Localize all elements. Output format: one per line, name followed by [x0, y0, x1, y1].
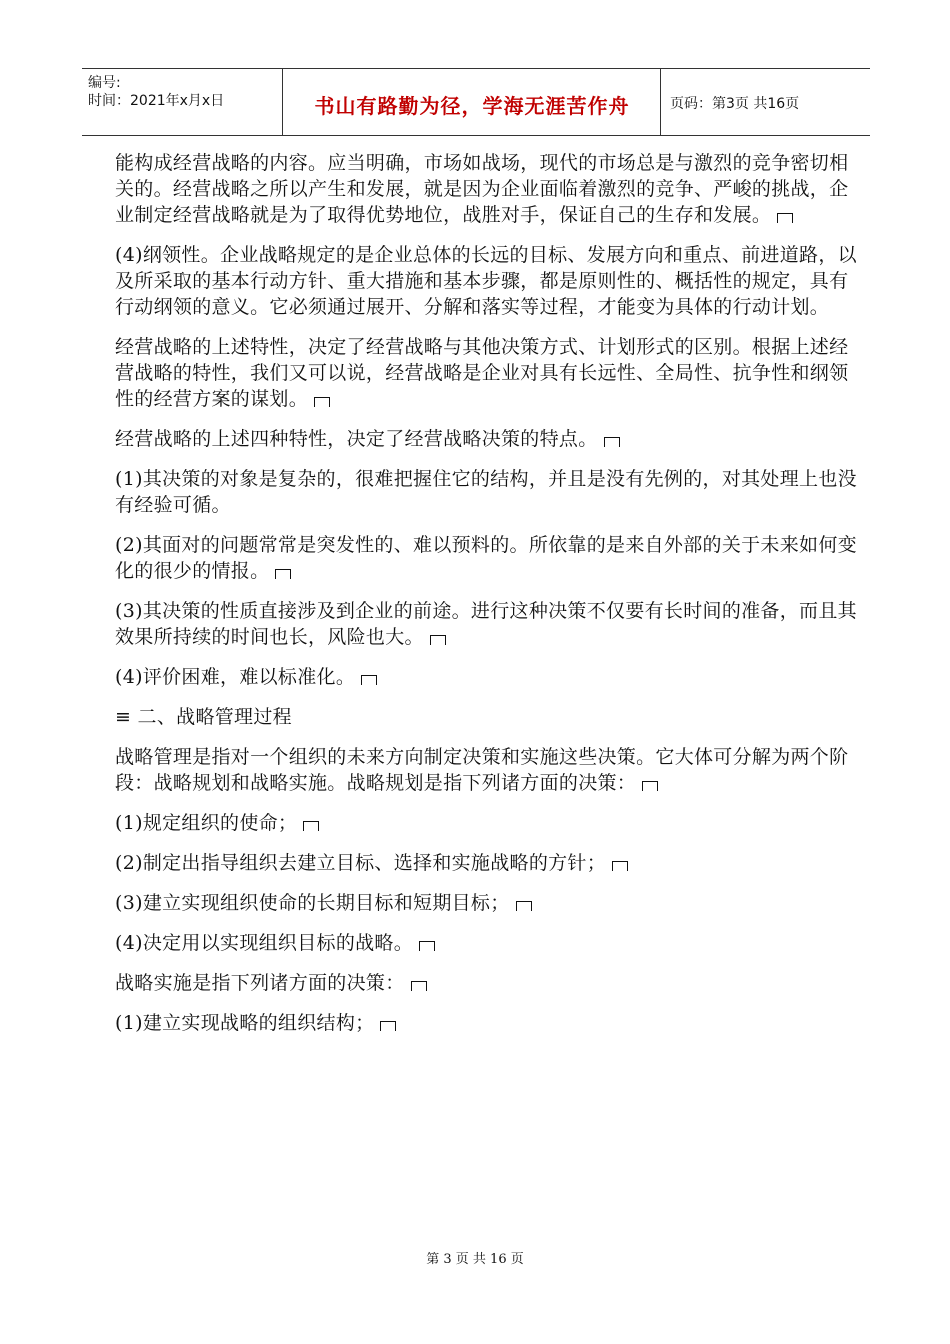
- paragraph: [115, 1010, 860, 1036]
- header-bottom-rule: [82, 135, 870, 136]
- paragraph-mark-icon: [314, 397, 330, 407]
- paragraph: [115, 664, 860, 690]
- paragraph-mark-icon: [361, 675, 377, 685]
- paragraph-text: (4)纲领性。企业战略规定的是企业总体的长远的目标、发展方向和重点、前进道路，以及所采取的基本行动方针、重大措施和基本步骤，都是原则性的、概括性的规定，具有行动纲领的意义。它必须通过展开、分解和落实等过程，才能变为具体的行动计划。: [115, 244, 857, 318]
- paragraph-text: (3)建立实现组织使命的长期目标和短期目标；: [115, 892, 510, 914]
- paragraph-text: (2)制定出指导组织去建立目标、选择和实施战略的方针；: [115, 852, 607, 874]
- paragraph-mark-icon: [612, 861, 628, 871]
- paragraph: [115, 150, 860, 228]
- paragraph-text: (1)其决策的对象是复杂的，很难把握住它的结构，并且是没有先例的，对其处理上也没有经验可循。: [115, 468, 857, 516]
- paragraph-text: 能构成经营战略的内容。应当明确，市场如战场，现代的市场总是与激烈的竞争密切相关的。经营战略之所以产生和发展，就是因为企业面临着激烈的竞争、严峻的挑战，企业制定经营战略就是为了取得优势地位，战胜对手，保证自己的生存和发展。: [115, 152, 849, 226]
- document-time-label: 时间：2021年x月x日: [88, 93, 225, 109]
- paragraph-mark-icon: [516, 901, 532, 911]
- paragraph-text: (3)其决策的性质直接涉及到企业的前途。进行这种决策不仅要有长时间的准备，而且其效果所持续的时间也长，风险也大。: [115, 600, 857, 648]
- paragraph-text: 经营战略的上述四种特性，决定了经营战略决策的特点。: [115, 428, 598, 450]
- paragraph-mark-icon: [604, 437, 620, 447]
- paragraph: [115, 704, 860, 730]
- paragraph: [115, 532, 860, 584]
- paragraph-mark-icon: [275, 569, 291, 579]
- header-motto: 书山有路勤为径，学海无涯苦作舟: [314, 94, 630, 118]
- paragraph: [115, 598, 860, 650]
- paragraph-text: ≡ 二、战略管理过程: [115, 706, 292, 728]
- paragraph: [115, 426, 860, 452]
- paragraph-mark-icon: [430, 635, 446, 645]
- document-body: [115, 150, 860, 1050]
- paragraph: [115, 242, 860, 320]
- paragraph-mark-icon: [419, 941, 435, 951]
- page-header: [82, 68, 870, 136]
- paragraph-text: (4)决定用以实现组织目标的战略。: [115, 932, 414, 954]
- paragraph-mark-icon: [303, 821, 319, 831]
- paragraph: [115, 466, 860, 518]
- paragraph-text: (4)评价困难，难以标准化。: [115, 666, 356, 688]
- paragraph-mark-icon: [411, 981, 427, 991]
- paragraph-text: 战略实施是指下列诸方面的决策：: [115, 972, 405, 994]
- header-page-label: 页码：第3页 共16页: [670, 96, 800, 112]
- paragraph: [115, 744, 860, 796]
- paragraph-text: (1)建立实现战略的组织结构；: [115, 1012, 375, 1034]
- paragraph-text: 战略管理是指对一个组织的未来方向制定决策和实施这些决策。它大体可分解为两个阶段：战略规划和战略实施。战略规划是指下列诸方面的决策：: [115, 746, 849, 794]
- paragraph-mark-icon: [380, 1021, 396, 1031]
- paragraph: [115, 810, 860, 836]
- paragraph: [115, 930, 860, 956]
- paragraph-mark-icon: [642, 781, 658, 791]
- header-top-rule: [82, 68, 870, 69]
- paragraph-mark-icon: [777, 213, 793, 223]
- page-footer: 第 3 页 共 16 页: [426, 1252, 524, 1267]
- paragraph-text: 经营战略的上述特性，决定了经营战略与其他决策方式、计划形式的区别。根据上述经营战略的特性，我们又可以说，经营战略是企业对具有长远性、全局性、抗争性和纲领性的经营方案的谋划。: [115, 336, 849, 410]
- paragraph: [115, 334, 860, 412]
- paragraph: [115, 890, 860, 916]
- document-number-label: 编号:: [88, 75, 121, 91]
- paragraph-text: (1)规定组织的使命；: [115, 812, 298, 834]
- paragraph-text: (2)其面对的问题常常是突发性的、难以预料的。所依靠的是来自外部的关于未来如何变化的很少的情报。: [115, 534, 857, 582]
- paragraph: [115, 850, 860, 876]
- paragraph: [115, 970, 860, 996]
